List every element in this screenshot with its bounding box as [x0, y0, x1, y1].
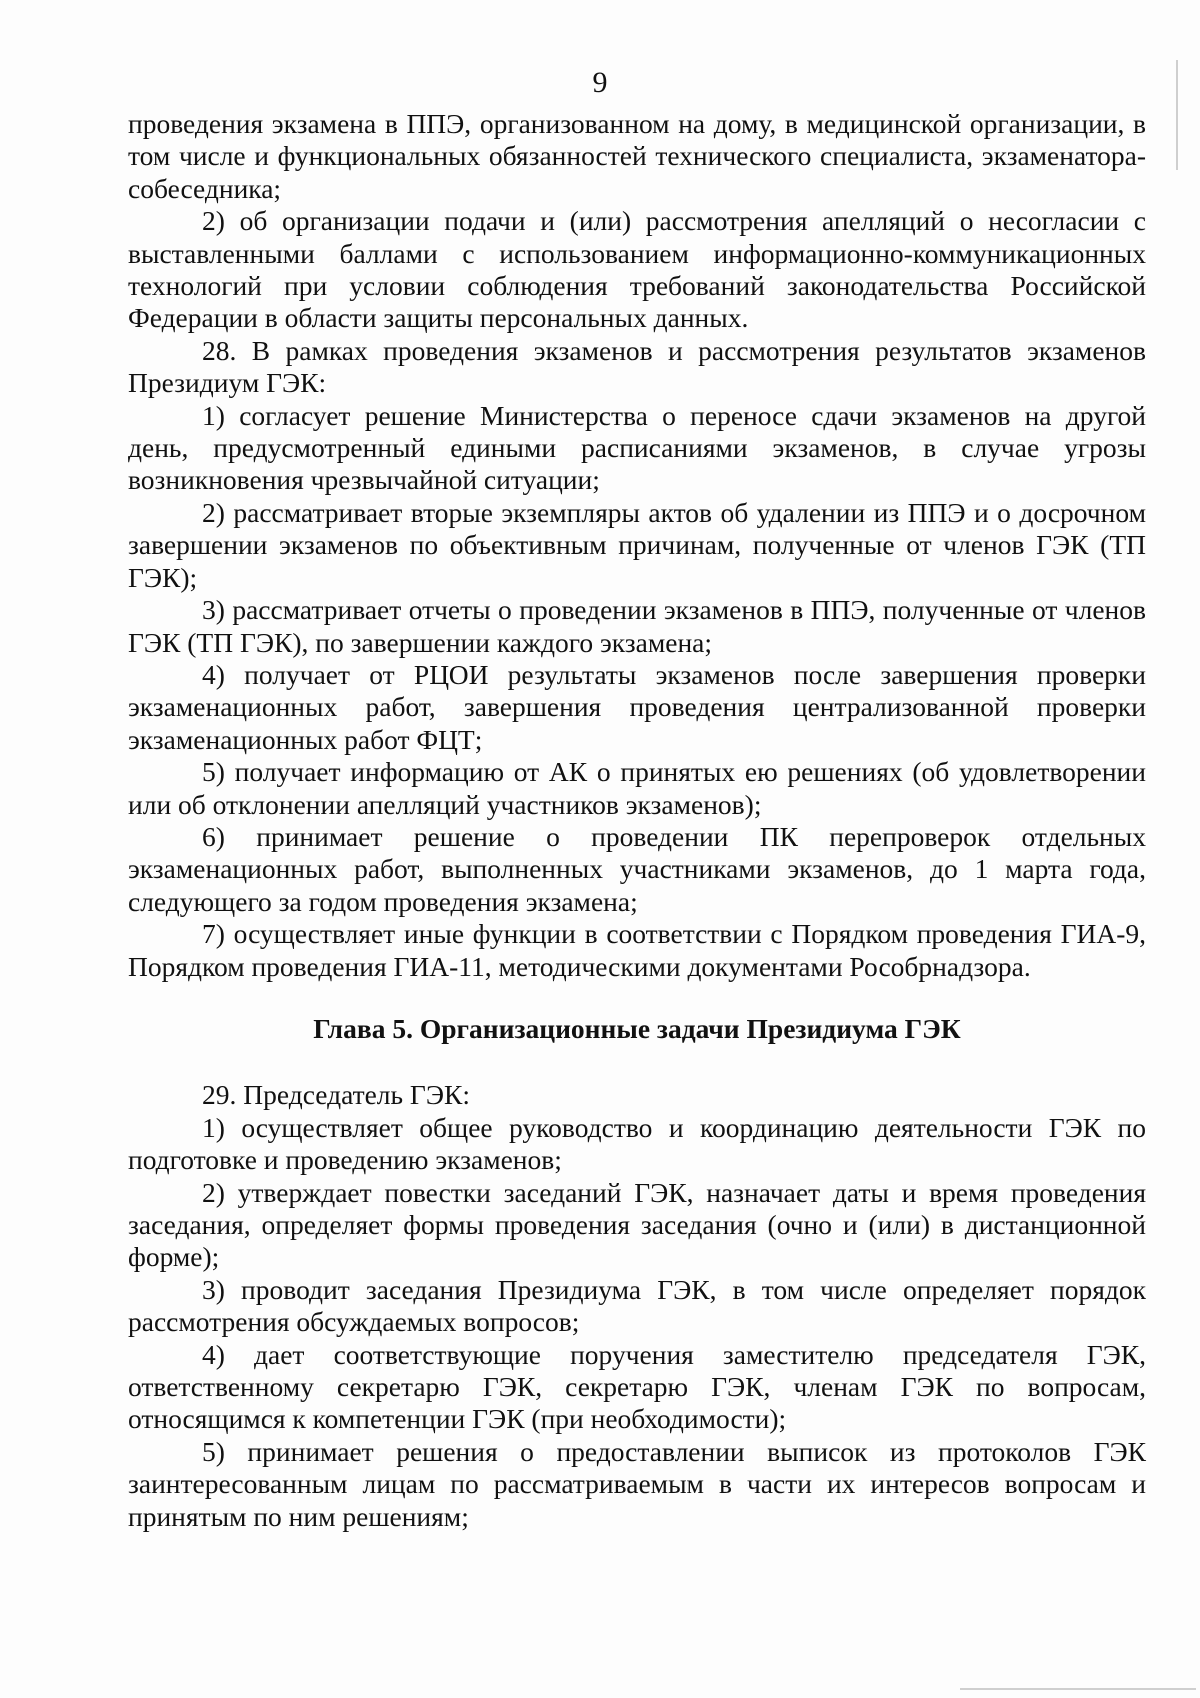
- paragraph: 5) получает информацию от АК о принятых ею решениях (об удовлетворении или об отклонении апелляций участников экзаменов);: [128, 756, 1146, 820]
- scan-edge-mark: [960, 1688, 1196, 1690]
- paragraph: 1) осуществляет общее руководство и координацию деятельности ГЭК по подготовке и проведению экзаменов;: [128, 1111, 1146, 1176]
- paragraph: 1) согласует решение Министерства о переносе сдачи экзаменов на другой день, предусмотренный едиными расписаниями экзаменов, в случае угрозы возникновения чрезвычайной ситуации;: [128, 399, 1146, 496]
- page-number: 9: [592, 66, 608, 99]
- paragraph: 2) об организации подачи и (или) рассмотрения апелляций о несогласии с выставленными баллами с использованием информационно-коммуникационных технологий при условии соблюдения требований законодательства Российской Федерации в области защиты персональных данных.: [128, 205, 1146, 334]
- paragraph: 4) получает от РЦОИ результаты экзаменов после завершения проверки экзаменационных работ, завершения проведения централизованной проверки экзаменационных работ ФЦТ;: [128, 658, 1146, 755]
- paragraph: 4) дает соответствующие поручения заместителю председателя ГЭК, ответственному секретарю ГЭК, секретарю ГЭК, членам ГЭК по вопросам, относящимся к компетенции ГЭК (при необходимости);: [128, 1338, 1146, 1435]
- paragraph: 2) рассматривает вторые экземпляры актов об удалении из ППЭ и о досрочном завершении экзаменов по объективным причинам, полученные от членов ГЭК (ТП ГЭК);: [128, 496, 1146, 593]
- paragraph: проведения экзамена в ППЭ, организованном на дому, в медицинской организации, в том числе и функциональных обязанностей технического специалиста, экзаменатора-собеседника;: [128, 108, 1146, 204]
- chapter-title: Глава 5. Организационные задачи Президиума ГЭК: [313, 1012, 961, 1044]
- paragraph: 29. Председатель ГЭК:: [202, 1079, 470, 1111]
- scan-edge-mark: [1176, 60, 1178, 170]
- paragraph: 5) принимает решения о предоставлении выписок из протоколов ГЭК заинтересованным лицам по рассматриваемым в части их интересов вопросам и принятым по ним решениям;: [128, 1435, 1146, 1532]
- paragraph: 28. В рамках проведения экзаменов и рассмотрения результатов экзаменов Президиум ГЭК:: [128, 334, 1146, 399]
- paragraph: 7) осуществляет иные функции в соответствии с Порядком проведения ГИА-9, Порядком проведения ГИА-11, методическими документами Рособрнадзора.: [128, 918, 1146, 982]
- paragraph: 3) проводит заседания Президиума ГЭК, в том числе определяет порядок рассмотрения обсуждаемых вопросов;: [128, 1273, 1146, 1338]
- paragraph: 2) утверждает повестки заседаний ГЭК, назначает даты и время проведения заседания, определяет формы проведения заседания (очно и (или) в дистанционной форме);: [128, 1176, 1146, 1273]
- document-body: [128, 108, 1146, 1533]
- paragraph: 6) принимает решение о проведении ПК перепроверок отдельных экзаменационных работ, выполненных участниками экзаменов, до 1 марта года, следующего за годом проведения экзамена;: [128, 820, 1146, 917]
- paragraph: 3) рассматривает отчеты о проведении экзаменов в ППЭ, полученные от членов ГЭК (ТП ГЭК), по завершении каждого экзамена;: [128, 594, 1146, 658]
